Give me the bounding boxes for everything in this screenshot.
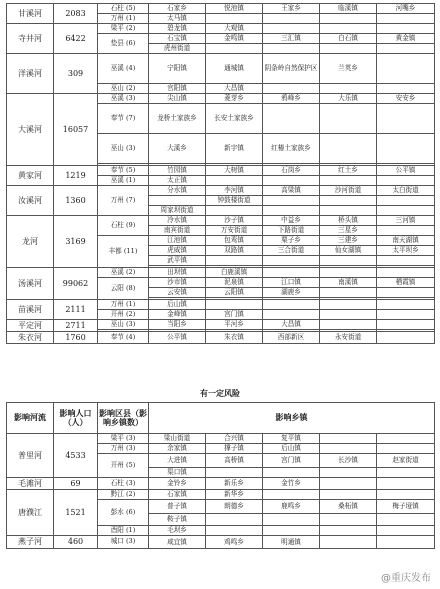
town-cell: 太平坝乡 (377, 246, 435, 256)
town-cell (377, 104, 435, 134)
town-cell: 大昌镇 (206, 84, 263, 94)
town-cell (377, 490, 435, 500)
town-cell: 分水镇 (149, 186, 206, 196)
town-cell: 撑子镇 (206, 444, 263, 454)
town-cell: 大乐镇 (320, 94, 377, 104)
town-cell (206, 526, 263, 536)
town-cell (377, 514, 435, 526)
district-cell: 黔江 (2) (98, 490, 149, 500)
town-cell (320, 526, 377, 536)
town-cell: 钟鼓楼街道 (206, 196, 263, 206)
district-cell: 巫溪 (2) (98, 268, 149, 278)
town-cell: 碧龙镇 (149, 24, 206, 34)
town-cell: 江池镇 (149, 236, 206, 246)
town-cell: 高桥镇 (206, 454, 263, 468)
town-cell: 三河镇 (377, 216, 435, 226)
town-cell: 李河镇 (206, 186, 263, 196)
town-cell: 公平镇 (149, 332, 206, 344)
table-row (7, 24, 435, 34)
town-cell: 宫门镇 (263, 454, 320, 468)
town-cell (320, 196, 377, 206)
town-cell (320, 310, 377, 320)
town-cell (320, 478, 377, 490)
town-cell: 朗德乡 (206, 500, 263, 514)
town-cell: 桥头镇 (320, 216, 377, 226)
table-row (7, 434, 435, 444)
town-cell (263, 256, 320, 266)
town-cell (320, 288, 377, 298)
district-cell: 巫溪 (3) (98, 94, 149, 104)
town-cell: 普子镇 (149, 500, 206, 514)
population-cell: 69 (54, 478, 98, 490)
river-cell: 龙河 (7, 216, 54, 268)
population-cell: 3169 (54, 216, 98, 268)
town-cell: 大进镇 (149, 454, 206, 468)
district-cell: 石柱 (3) (98, 478, 149, 490)
town-cell: 泥泉镇 (206, 278, 263, 288)
town-cell: 下路街道 (263, 226, 320, 236)
town-cell: 太马镇 (149, 14, 206, 24)
town-cell: 永安街道 (320, 332, 377, 344)
population-cell: 460 (54, 536, 98, 549)
town-cell (263, 104, 320, 134)
town-cell (377, 478, 435, 490)
town-cell (320, 176, 377, 186)
district-cell: 奉节 (5) (98, 166, 149, 176)
town-cell (320, 24, 377, 34)
town-cell: 栗子乡 (263, 236, 320, 246)
town-cell (320, 300, 377, 310)
town-cell (263, 14, 320, 24)
town-cell: 虎威镇 (149, 246, 206, 256)
town-cell (206, 206, 263, 216)
town-cell: 桑柘镇 (320, 500, 377, 514)
town-cell (263, 526, 320, 536)
town-cell: 南天湖镇 (377, 236, 435, 246)
watermark: @重庆发布 (378, 568, 434, 585)
town-cell: 平河乡 (206, 320, 263, 330)
town-cell: 合兴镇 (206, 434, 263, 444)
town-cell (263, 24, 320, 34)
town-cell (377, 468, 435, 478)
river-cell: 甘溪河 (7, 4, 54, 24)
town-cell (377, 196, 435, 206)
town-cell: 沙子镇 (206, 216, 263, 226)
district-cell: 巫山 (3) (98, 134, 149, 164)
town-cell: 虎州街道 (149, 44, 206, 54)
town-cell: 新宇镇 (206, 134, 263, 164)
town-cell: 新乐乡 (206, 478, 263, 490)
town-cell: 云阳镇 (206, 288, 263, 298)
town-cell (377, 84, 435, 94)
river-cell: 黄家河 (7, 166, 54, 186)
town-cell (320, 14, 377, 24)
town-cell: 鞍子镇 (149, 514, 206, 526)
river-cell: 大溪河 (7, 94, 54, 166)
table-row (7, 4, 435, 14)
district-cell: 开州 (5) (98, 454, 149, 478)
high-risk-table (6, 3, 435, 344)
population-cell: 16057 (54, 94, 98, 166)
town-cell: 三合街道 (263, 246, 320, 256)
town-cell (263, 300, 320, 310)
town-cell: 金鸣镇 (206, 34, 263, 44)
town-cell: 西部新区 (263, 332, 320, 344)
town-cell: 云安镇 (149, 288, 206, 298)
district-cell: 酉阳 (1) (98, 526, 149, 536)
town-cell (377, 332, 435, 344)
town-cell: 后山镇 (263, 444, 320, 454)
town-cell: 田坝镇 (149, 268, 206, 278)
town-cell: 石岗乡 (263, 166, 320, 176)
header-district: 影响区县（影响乡镇数） (98, 403, 149, 434)
town-cell (263, 310, 320, 320)
town-cell: 包鸾镇 (206, 236, 263, 246)
town-cell: 长安土家族乡 (206, 104, 263, 134)
town-cell: 王家乡 (263, 4, 320, 14)
town-cell: 武平镇 (149, 256, 206, 266)
town-cell: 三星乡 (320, 226, 377, 236)
table-row (7, 300, 435, 310)
population-cell: 4533 (54, 434, 98, 478)
population-cell: 6422 (54, 24, 98, 54)
population-cell: 2111 (54, 300, 98, 320)
town-cell: 大观镇 (206, 24, 263, 34)
town-cell: 竹园镇 (149, 166, 206, 176)
table-row (7, 332, 435, 344)
town-cell (377, 44, 435, 54)
town-cell (320, 514, 377, 526)
town-cell (377, 14, 435, 24)
town-cell: 朱衣镇 (206, 332, 263, 344)
river-cell: 洋溪河 (7, 54, 54, 94)
town-cell (263, 468, 320, 478)
river-cell: 毛滩河 (7, 478, 54, 490)
town-cell (320, 256, 377, 266)
town-cell: 新华乡 (206, 490, 263, 500)
town-cell (320, 84, 377, 94)
town-cell: 南溪镇 (320, 278, 377, 288)
population-cell: 2083 (54, 4, 98, 24)
town-cell: 江口镇 (263, 278, 320, 288)
town-cell: 赵家街道 (377, 454, 435, 468)
table-row (7, 186, 435, 196)
town-cell: 安安乡 (377, 94, 435, 104)
district-cell: 奉节 (4) (98, 332, 149, 344)
town-cell: 太白街道 (377, 186, 435, 196)
town-cell (263, 176, 320, 186)
town-cell (377, 24, 435, 34)
town-cell: 明通镇 (263, 536, 320, 549)
town-cell: 石家乡 (149, 4, 206, 14)
town-cell (263, 514, 320, 526)
town-cell: 鸡鸣乡 (206, 536, 263, 549)
town-cell (377, 444, 435, 454)
town-cell: 大树镇 (206, 166, 263, 176)
town-cell: 公平镇 (377, 166, 435, 176)
town-cell: 太正镇 (149, 176, 206, 186)
river-cell: 平定河 (7, 320, 54, 332)
town-cell (149, 196, 206, 206)
district-cell: 巫山 (3) (98, 320, 149, 330)
district-cell: 石柱 (5) (98, 4, 149, 14)
header-river: 影响河流 (7, 403, 54, 434)
town-cell: 高梁镇 (263, 186, 320, 196)
town-cell: 悦池镇 (206, 4, 263, 14)
town-cell: 大溪乡 (149, 134, 206, 164)
river-cell: 唐濮江 (7, 490, 54, 536)
town-cell (263, 44, 320, 54)
district-cell: 万州 (1) (98, 14, 149, 24)
town-cell (206, 176, 263, 186)
town-cell: 毛坝乡 (149, 526, 206, 536)
table-row (7, 94, 435, 104)
town-cell: 临溪镇 (320, 4, 377, 14)
table-row (7, 268, 435, 278)
district-cell: 丰都 (11) (98, 236, 149, 268)
town-cell: 冷水镇 (149, 216, 206, 226)
town-cell: 金铃乡 (149, 478, 206, 490)
town-cell (320, 44, 377, 54)
town-cell: 湖鹿乡 (263, 288, 320, 298)
town-cell: 石家镇 (149, 490, 206, 500)
town-cell: 鸦峰乡 (263, 94, 320, 104)
town-cell (320, 320, 377, 330)
town-cell: 白石镇 (320, 34, 377, 44)
district-cell: 巫溪 (1) (98, 176, 149, 186)
town-cell (377, 310, 435, 320)
header-towns: 影响乡镇 (149, 403, 435, 434)
town-cell (263, 490, 320, 500)
river-cell: 燕子河 (7, 536, 54, 549)
table-row (7, 320, 435, 330)
town-cell (377, 288, 435, 298)
town-cell: 沙河街道 (320, 186, 377, 196)
district-cell: 巫溪 (4) (98, 54, 149, 84)
town-cell (320, 490, 377, 500)
section-title: 有一定风险 (200, 388, 240, 398)
district-cell: 城口 (3) (98, 536, 149, 549)
town-cell (263, 84, 320, 94)
town-cell: 大昌镇 (263, 320, 320, 330)
district-cell: 万州 (3) (98, 444, 149, 454)
table-row (7, 54, 435, 84)
town-cell (320, 134, 377, 164)
town-cell: 三汇镇 (263, 34, 320, 44)
district-cell: 彭水 (6) (98, 500, 149, 526)
town-cell: 金竹乡 (263, 478, 320, 490)
town-cell (377, 206, 435, 216)
town-cell (377, 134, 435, 164)
town-cell (320, 536, 377, 549)
town-cell (206, 514, 263, 526)
population-cell: 309 (54, 54, 98, 94)
town-cell (320, 444, 377, 454)
town-cell: 沙市镇 (149, 278, 206, 288)
district-cell: 万州 (7) (98, 186, 149, 216)
population-cell: 1760 (54, 332, 98, 344)
town-cell (377, 536, 435, 549)
river-cell: 朱衣河 (7, 332, 54, 344)
town-cell: 宁阳镇 (149, 54, 206, 84)
town-cell: 官阳镇 (149, 84, 206, 94)
river-cell: 汝溪河 (7, 186, 54, 216)
town-cell: 仙女湖镇 (320, 246, 377, 256)
town-cell (377, 54, 435, 84)
river-cell: 普里河 (7, 434, 54, 478)
town-cell: 当阳乡 (149, 320, 206, 330)
town-cell: 阴条岭自然保护区 (263, 54, 320, 84)
town-cell: 鹿鸣乡 (263, 500, 320, 514)
town-cell: 梅子垭镇 (377, 500, 435, 514)
town-cell: 宫门镇 (206, 310, 263, 320)
town-cell (377, 226, 435, 236)
town-cell (206, 468, 263, 478)
town-cell (320, 434, 377, 444)
river-cell: 苗溪河 (7, 300, 54, 320)
town-cell (206, 300, 263, 310)
town-cell (377, 176, 435, 186)
town-cell: 梁山街道 (149, 434, 206, 444)
table-row (7, 216, 435, 226)
district-cell: 开州 (2) (98, 310, 149, 320)
table-row (7, 478, 435, 490)
town-cell: 复平镇 (263, 434, 320, 444)
town-cell (377, 320, 435, 330)
town-cell: 兰英乡 (320, 54, 377, 84)
town-cell (320, 206, 377, 216)
town-cell (377, 268, 435, 278)
town-cell: 双路镇 (206, 246, 263, 256)
district-cell: 梁平 (2) (98, 24, 149, 34)
population-cell: 1521 (54, 490, 98, 536)
town-cell (263, 268, 320, 278)
header-population: 影响人口（人） (54, 403, 98, 434)
town-cell: 咸宜镇 (149, 536, 206, 549)
town-cell: 尖山镇 (149, 94, 206, 104)
town-cell: 菱芽乡 (206, 94, 263, 104)
town-cell: 南宾街道 (149, 226, 206, 236)
town-cell (377, 300, 435, 310)
town-cell: 龙桥土家族乡 (149, 104, 206, 134)
town-cell: 万安街道 (206, 226, 263, 236)
river-cell: 寺井河 (7, 24, 54, 54)
population-cell: 2711 (54, 320, 98, 332)
town-cell (263, 196, 320, 206)
town-cell (320, 268, 377, 278)
table-row (7, 490, 435, 500)
population-cell: 1219 (54, 166, 98, 186)
town-cell: 金峰镇 (149, 310, 206, 320)
population-cell: 99062 (54, 268, 98, 300)
town-cell: 栖霞镇 (377, 278, 435, 288)
town-cell (377, 526, 435, 536)
town-cell: 渠口镇 (149, 468, 206, 478)
moderate-risk-table (6, 402, 435, 549)
town-cell (206, 44, 263, 54)
district-cell: 巫山 (2) (98, 84, 149, 94)
district-cell: 云阳 (8) (98, 278, 149, 300)
town-cell: 石宝镇 (149, 34, 206, 44)
district-cell: 石柱 (9) (98, 216, 149, 236)
town-cell (320, 468, 377, 478)
town-cell (320, 104, 377, 134)
town-cell: 长沙镇 (320, 454, 377, 468)
town-cell: 周家坝街道 (149, 206, 206, 216)
district-cell: 梁平 (3) (98, 434, 149, 444)
town-cell (206, 14, 263, 24)
town-cell: 白鹿溪镇 (206, 268, 263, 278)
town-cell (206, 256, 263, 266)
table-row (7, 166, 435, 176)
town-cell: 黄金镇 (377, 34, 435, 44)
river-cell: 汤溪河 (7, 268, 54, 300)
town-cell: 通城镇 (206, 54, 263, 84)
town-cell (377, 256, 435, 266)
town-cell: 红土乡 (320, 166, 377, 176)
population-cell: 1360 (54, 186, 98, 216)
town-cell: 河嘴乡 (377, 4, 435, 14)
town-cell (377, 434, 435, 444)
town-cell: 三建乡 (320, 236, 377, 246)
table-row (7, 536, 435, 549)
town-cell: 红椿土家族乡 (263, 134, 320, 164)
district-cell: 垫县 (6) (98, 34, 149, 54)
district-cell: 奉节 (7) (98, 104, 149, 134)
town-cell: 中益乡 (263, 216, 320, 226)
town-cell: 余家镇 (149, 444, 206, 454)
town-cell: 后山镇 (149, 300, 206, 310)
district-cell: 万州 (1) (98, 300, 149, 310)
town-cell (263, 206, 320, 216)
